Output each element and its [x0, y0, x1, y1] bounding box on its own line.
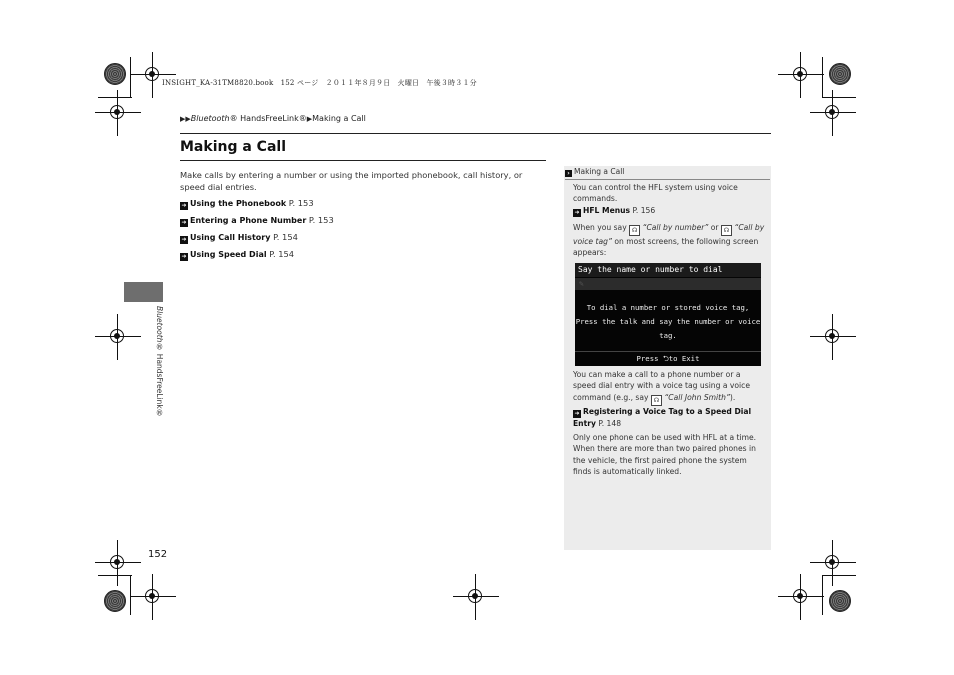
crop-mark [130, 57, 131, 97]
link-speed-dial[interactable]: ➜ Using Speed Dial P. 154 [181, 249, 295, 260]
crossref-arrow-icon: ➜ [574, 208, 580, 216]
page-number: 152 [148, 549, 168, 560]
page-title: Making a Call [180, 139, 286, 155]
panel-paragraph-1: You can control the HFL system using voice commands. ➜ HFL Menus P. 156 [573, 183, 738, 216]
crop-mark [822, 575, 856, 576]
header-rule [180, 133, 771, 134]
registration-mark [463, 584, 489, 610]
crossref-arrow-icon: ➜ [181, 219, 187, 226]
registration-mark [105, 550, 131, 576]
crossref-arrow-icon: ➜ [181, 202, 187, 209]
section-tab [124, 282, 163, 302]
crop-mark [130, 575, 131, 615]
print-color-mark [104, 590, 126, 612]
screen-message: To dial a number or stored voice tag, Press the talk and say the number or voice tag. [575, 303, 761, 340]
breadcrumb-current: Making a Call [312, 114, 366, 123]
side-section-label: Bluetooth® HandsFreeLink® [155, 306, 164, 418]
crossref-arrow-icon: ➜ [181, 253, 187, 260]
screen-prompt: Say the name or number to dial [575, 263, 761, 277]
breadcrumb-arrow-icon: ▶▶ [180, 115, 191, 123]
voice-dial-screen [575, 263, 761, 366]
voice-command-icon: ☊ [651, 395, 662, 406]
crop-mark [822, 57, 823, 97]
note-icon: › [565, 170, 572, 177]
crop-mark [98, 97, 132, 98]
crop-mark [98, 575, 132, 576]
print-header: INSIGHT_KA-31TM8820.book 152 ページ ２０１１年８月９日 火曜日 午後３時３１分 [162, 79, 477, 87]
registration-mark [820, 100, 846, 126]
voice-icon: ✎ [579, 279, 584, 288]
registration-mark [140, 584, 166, 610]
link-call-history[interactable]: ➜ Using Call History P. 154 [181, 232, 298, 243]
crop-mark [822, 575, 823, 615]
registration-mark [820, 550, 846, 576]
title-rule [180, 160, 546, 161]
crossref-arrow-icon: ➜ [574, 409, 580, 417]
crossref-arrow-icon: ➜ [181, 236, 187, 243]
print-color-mark [829, 590, 851, 612]
breadcrumb-bluetooth[interactable]: Bluetooth [190, 114, 230, 123]
link-registering-voice-tag[interactable]: ➜ Registering a Voice Tag to a Speed Dial Entry P. 148 [573, 406, 752, 428]
panel-heading: › Making a Call [565, 167, 770, 180]
print-color-mark [104, 63, 126, 85]
registration-mark [105, 100, 131, 126]
link-entering-number[interactable]: ➜ Entering a Phone Number P. 153 [181, 215, 334, 226]
breadcrumb-arrow-icon: ▶ [306, 115, 313, 123]
breadcrumb-hfl[interactable]: ® HandsFreeLink® [229, 114, 307, 123]
screen-exit-hint: Press ⮌to Exit [575, 351, 761, 367]
registration-mark [105, 324, 131, 350]
panel-paragraph-3: You can make a call to a phone number or a speed dial entry with a voice tag using a voice command (e.g., say ☊ “Call John Smith”). ➜ Registering a Voice Tag to a Speed Dial Entry P. 148 [573, 370, 752, 428]
intro-paragraph: Make calls by entering a number or using the imported phonebook, call history, or speed dial entries. [180, 170, 523, 192]
panel-paragraph-4: Only one phone can be used with HFL at a time. When there are more than two paired phones in the vehicle, the first paired phone the system finds is automatically linked. [573, 433, 757, 476]
breadcrumb [180, 114, 366, 123]
voice-command-icon: ☊ [629, 225, 640, 236]
registration-mark [820, 324, 846, 350]
print-color-mark [829, 63, 851, 85]
registration-mark [788, 584, 814, 610]
panel-paragraph-2: When you say ☊ “Call by number” or ☊ “Call by voice tag” on most screens, the following screen appears: [573, 223, 765, 258]
link-hfl-menus[interactable]: ➜ HFL Menus P. 156 [574, 205, 656, 216]
registration-mark [788, 62, 814, 88]
link-using-phonebook[interactable]: ➜ Using the Phonebook P. 153 [181, 198, 314, 209]
screen-input-band [575, 278, 761, 290]
voice-command-icon: ☊ [721, 225, 732, 236]
crop-mark [822, 97, 856, 98]
